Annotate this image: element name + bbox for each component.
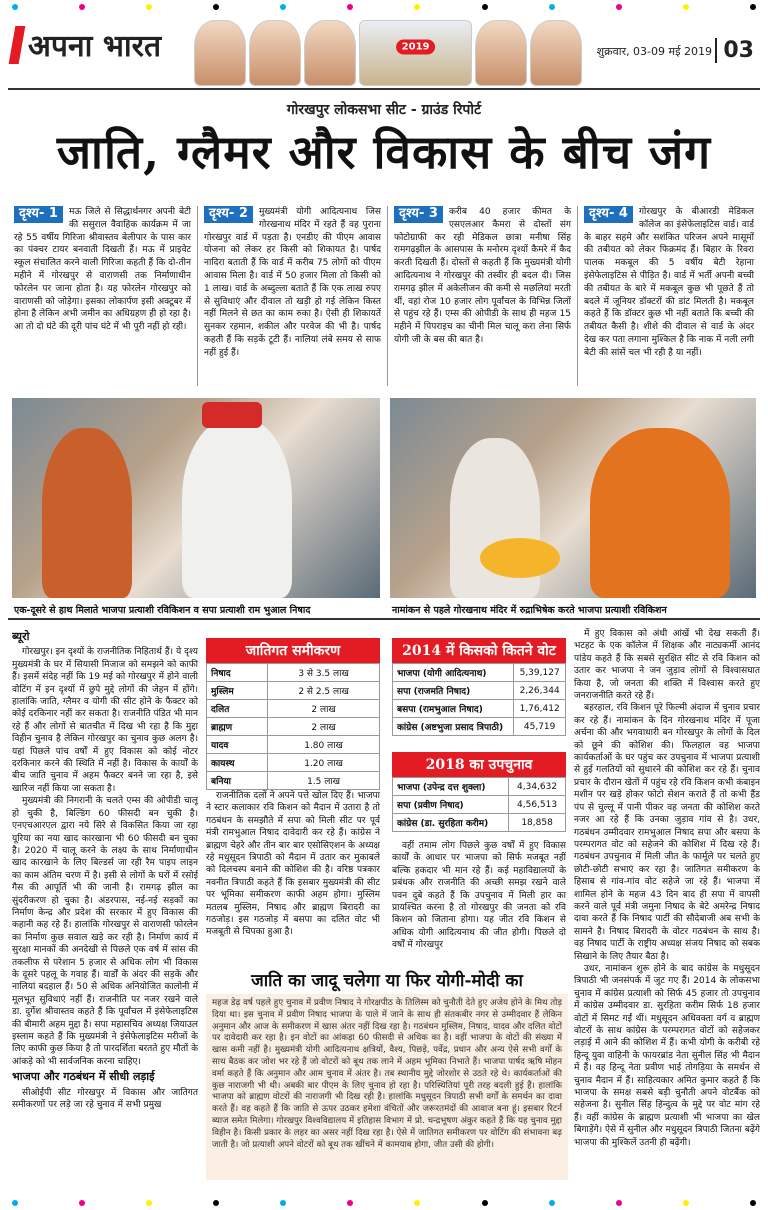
article-column-4 <box>574 628 760 1204</box>
votes-cell: 1,76,412 <box>514 700 566 718</box>
caste-magic-box <box>206 994 568 1180</box>
count-cell: 2 लाख <box>268 700 380 718</box>
parliament-photo <box>359 20 471 86</box>
scene-2 <box>198 206 388 386</box>
table-row <box>393 664 566 682</box>
caste-cell: ब्राह्मण <box>207 718 268 736</box>
table-row <box>207 664 380 682</box>
section-divider <box>8 618 760 620</box>
box-title: जातिगत समीकरण <box>206 638 380 663</box>
election-year-badge: 2019 <box>396 39 436 54</box>
box-text: महज डेढ़ वर्ष पहले हुए चुनाव में प्रवीण निषाद ने गोरक्षपीठ के तिलिस्म को चुनौती देते हुए अजेय होने के मिथ तोड़ दिया था। इस चुनाव में प्रवीण निषाद भाजपा के पाले में जाने के साथ ही संतकबीर नगर से उम्मीदवार हैं लेकिन अनुमान और आज के समीकरण में खास अंतर नहीं दिख रहा है। गठबंधन मुस्लिम, निषाद, यादव और दलित वोटों पर दावेदारी कर रहा है। इन वोटों का आंकड़ा 60 फीसदी से अधिक का है। वहीं भाजपा के वोटों की संख्या में खास कमी नहीं है। मुख्यमंत्री योगी आदित्यनाथ क्षत्रियों, वैश्य, पिछड़े, पर्वेद्र, प्रधान और अन्य ऐसे सभी वर्गों के साथ बैठक कर जोश भर रहे हैं जो वोटरों को बूथ तक लाने में अहम भूमिका निभाते हैं। भाजपा पार्षद ऋषि मोहन वर्मा कहते हैं कि अनुमान और आम चुनाव में अंतर है। तब स्थानीय मुद्दे जोरशोर से उठते रहे थे। कार्यकर्ताओं की कुछ नाराजगी भी थी। अबकी बार पीएम के लिए चुनाव हो रहा है। परिस्थितियां पूरी तरह बदली हुई हैं। हालांकि भाजपा को ब्राह्मण वोटरों की नाराजगी भी दिख रही है। हालांकि मधुसूदन त्रिपाठी सभी वर्गों के समर्थन का दावा करते हैं। वह कहते हैं कि जाति से ऊपर उठकर हमेशा वंचितों और जरूरतमंदों की आवाज बना हूं। इसबार रिटर्न ब्याज समेत मिलेगा। गोरखपुर विश्वविद्यालय में इतिहास विभाग में प्रो. चन्द्रभूषण अंकुर कहते हैं कि यह चुनाव मुद्दा विहीन है। किसी प्रकार के लहर का असर नहीं दिख रहा है। ऐसे में जातिगत समीकरण पर वोटिंग की संभावना बढ़ जाती है। जो प्रत्याशी अपने वोटरों को बूथ तक खींचने में कामयाब होगा, जीत उसी की होगी। <box>212 998 562 1150</box>
bypoll-2018-table <box>392 777 566 832</box>
caste-cell: बनिया <box>207 772 268 790</box>
scene-text: मऊ जिले से सिद्धार्थनगर अपनी बेटी की ससुराल वैवाहिक कार्यक्रम में जा रहे 55 वर्षीय गिरिजा श्रीवास्तव बेलीपार के पास कार का पंक्चर टायर बनवाती दिखती हैं। मऊ में प्राइवेट स्कूल संचालित करने वाली गिरिजा कहती हैं कि दो-तीन महीने में गोरखपुर से वाराणसी तक निर्माणाधीन फोरलेन पर जाना होता है। यह फोरलेन गोरखपुर को वाराणसी को जोड़ेगा। इसका लोकार्पण इसी अक्टूबर में होना है लेकिन अभी जमीन का अधिग्रहण ही हो रहा है। आ तो दो घंटे की दूरी पांच घंटे में भी पूरी नहीं हो रही। <box>14 207 191 333</box>
votes-2014-table <box>392 663 566 736</box>
leader-photo-3 <box>304 20 356 86</box>
registration-marks-top <box>0 4 768 12</box>
photo-caption-right: नामांकन से पहले गोरखनाथ मंदिर में रुद्राभिषेक करते भाजपा प्रत्याशी रविकिशन <box>392 605 667 616</box>
count-cell: 1.5 लाख <box>268 772 380 790</box>
photo-caption-left: एक-दूसरे से हाथ मिलाते भाजपा प्रत्याशी रविकिशन व सपा प्रत्याशी राम भुआल निषाद <box>14 605 311 616</box>
caste-cell: निषाद <box>207 664 268 682</box>
count-cell: 1.80 लाख <box>268 736 380 754</box>
photo-handshake <box>12 398 380 598</box>
caste-equation-box <box>206 638 380 790</box>
person-figure <box>42 428 132 598</box>
caste-cell: कायस्थ <box>207 754 268 772</box>
leader-photo-5 <box>530 20 582 86</box>
scene-text: करीब 40 हजार कीमत के एसएलआर कैमरा से दोस्तों संग फोटोग्राफी कर रही मेडिकल छात्रा मनीषा सिंह रामगढ़झील के आसपास के मनोरम दृश्यों कैमरे में कैद करती दिखती हैं। दोस्तों से कहती हैं कि मुख्यमंत्री योगी आदित्यनाथ ने गोरखपुर की तस्वीर ही बदल दी। जिस रामगढ़ झील में अकेलीजन की कमी से मछलियां मरती थीं, वहां रोज 10 हजार लोग पूर्वांचल के विभिन्न जिलों से पहुंच रहे हैं। एम्स की ओपीडी के साथ ही महज 15 महीने में पिपराइच का चीनी मिल चालू करा लेना सिर्फ योगी जी के बस की बात है। <box>394 207 571 345</box>
headline: जाति, ग्लैमर और विकास के बीच जंग <box>56 125 712 179</box>
table-row <box>207 772 380 790</box>
leader-photo-2 <box>249 20 301 86</box>
article-column-2 <box>206 790 380 958</box>
party-cell: बसपा (रामभुआल निषाद) <box>393 700 514 718</box>
dateline: शुक्रवार, 03-09 मई 2019 <box>596 45 712 58</box>
scene-text: मुख्यमंत्री योगी आदित्यनाथ जिस गोरखनाथ मंदिर में रहते हैं वह पुराना गोरखपुर वार्ड में पड़ता है। एनडीए की पीएम आवास योजना को लेकर हर किसी को शिकायत है। पार्षद नादिरा बताती हैं कि वार्ड में करीब 75 लोगों को पीएम आवास मिला है। वार्ड में 50 हजार मिला तो किसी को 1 लाख। वार्ड के अब्दुल्ला बताते हैं कि एक लाख रुपए से सुविधाएं और दीवाल तो खड़ी हो गई लेकिन किस्त नहीं मिलने से छत का काम रुका है। ऐसी ही शिकायतें सुनकर रहमान, शकील और परवेज की भी है। पार्षद कहती हैं कि सड़कें टूटी हैं। नालियां लंबे समय से साफ नहीं हुई हैं। <box>204 207 381 358</box>
scene-4 <box>578 206 760 386</box>
scene-tag: दृश्य- 3 <box>394 206 443 223</box>
paragraph: में हुए विकास को अंधी आंखें भी देख सकती हैं। भटहट के एक कॉलेज में शिक्षक और नाट्यकर्मी आनंद पांडेय कहते हैं कि सबसे सुरक्षित सीट से रवि किशन को उतार कर भाजपा ने जन जुड़ाव लोगों से विश्वासघात किया है, जो जनता की शक्ति में विश्वास करते हुए जनराजनीति करते रहे हैं। <box>574 629 760 702</box>
votes-cell: 45,719 <box>514 718 566 736</box>
votes-cell: 4,56,513 <box>509 796 566 814</box>
count-cell: 2 लाख <box>268 718 380 736</box>
paragraph: सीओईपी सीट गोरखपुर में विकास और जातिगत समीकरणों पर लड़े जा रहे चुनाव में सभी प्रमुख <box>12 1087 198 1111</box>
caste-table <box>206 663 380 790</box>
votes-cell: 2,26,344 <box>514 682 566 700</box>
table-row <box>393 718 566 736</box>
votes-2014-box <box>392 638 566 736</box>
bypoll-2018-box <box>392 752 566 832</box>
scene-1 <box>8 206 198 386</box>
party-cell: कांग्रेस (डा. सुरहिता करीम) <box>393 814 509 832</box>
box-title: 2018 का उपचुनाव <box>392 752 566 777</box>
person-figure <box>590 428 730 598</box>
table-row <box>393 814 566 832</box>
table-row <box>207 754 380 772</box>
table-row <box>207 736 380 754</box>
newspaper-logo <box>12 24 161 65</box>
votes-cell: 18,858 <box>509 814 566 832</box>
paragraph: वहीं तमाम लोग पिछले कुछ वर्षों में हुए विकास कार्यों के आधार पर भाजपा को सिर्फ मजबूत नहीं बल्कि हकदार भी मान रहे हैं। कई महाविद्यालयों के प्रबंधक और राजनीति की अच्छी समझ रखने वाले पवन दुबे कहते हैं कि उपचुनाव में मिली हार का प्रायश्चित करना है तो गोरखपुर की जनता को रवि किशन को जिताना होगा। यह जीत रवि किशन से अधिक योगी आदित्यनाथ की जीत होगी। पिछले दो वर्षों में गोरखपुर <box>392 841 566 951</box>
scene-tag: दृश्य- 1 <box>14 206 63 223</box>
leader-photo-4 <box>475 20 527 86</box>
article-column-1 <box>12 628 198 1204</box>
subheading: भाजपा और गठबंधन में सीधी लड़ाई <box>12 1070 155 1084</box>
votes-cell: 4,34,632 <box>509 778 566 796</box>
box-title: 2014 में किसको कितने वोट <box>392 638 566 663</box>
table-row <box>207 700 380 718</box>
count-cell: 3 से 3.5 लाख <box>268 664 380 682</box>
count-cell: 2 से 2.5 लाख <box>268 682 380 700</box>
box-heading: जाति का जादू चलेगा या फिर योगी-मोदी का <box>251 971 523 991</box>
registration-marks-bottom <box>0 1200 768 1208</box>
photo-temple-ritual <box>390 398 756 598</box>
paragraph: मुख्यमंत्री की निगरानी के चलते एम्स की ओपीडी चालू हो चुकी है, बिल्डिंग 60 फीसदी बन चुकी है। एनएचआरएल द्वारा नये सिरे से विकसित किया जा रहा यूरिया का नया खाद कारखाना भी 60 फीसदी बन चुका है। 2020 में चालू करने के लक्ष्य के साथ निर्माणाधीन खाद कारखाने के लिए बिल्डर्स जा रही रैम पाइप लाइन का काम अंतिम चरण में है। इसी से लोगों के घरों में रसोई गैस की आपूर्ति भी की जानी है। रामगढ़ झील का सुंदरीकरण हो चुका है। अंडरपास, नई-नई सड़कों का निर्माण केन्द्र और प्रदेश की सरकार में हुए विकास की कहानी कह रहे हैं। हालांकि गोरखपुर से वाराणसी फोरलेन का निर्माण कुछ सवाल खड़े कर रही है। निर्माण कार्य में सुरक्षा मानकों की अनदेखी से पिछले एक वर्ष में सांस की तकलीफ से परेशान 5 हजार से अधिक लोग भी विकास के दूसरे पहलू के गवाह हैं। वार्डों के अंदर की सड़कें और नालियां बदहाल हैं। 50 से अधिक अनियोजित कालोनी में मूलभूत सुविधाएं नहीं हैं। राजनीति पर नजर रखने वाले डा. दुर्गेश श्रीवास्तव कहते हैं कि पूर्वांचल में इंसेफेलाइटिस की बीमारी अहम मुद्दा है। सपा महासचिव अध्यक्ष जियाउल इस्लाम कहते हैं कि मुख्यमंत्री ने इंसेफेलाइटिस मरीजों के लिए काफी कुछ किया है तो पारदर्शिता बरतते हुए मौतों के आंकड़े को भी सार्वजनिक करना चाहिए। <box>12 796 198 1067</box>
scene-3 <box>388 206 578 386</box>
table-row <box>393 700 566 718</box>
votes-cell: 5,39,127 <box>514 664 566 682</box>
masthead <box>8 18 760 90</box>
table-row <box>393 778 566 796</box>
scene-text: गोरखपुर के बीआरडी मेडिकल कॉलेज का इंसेफेलाइटिस वार्ड। वार्ड के बाहर सहमे और सशंकित परिजन अपने मासूमों की तबीयत को लेकर फिक्रमंद हैं। बिहार के रिवरा पालक मकबूल की 5 वर्षीय बेटी रेहाना इंसेफेलाइटिस से पीड़ित है। वार्ड में भर्ती अपनी बच्ची की तबीयत के बारे में मकबूल कुछ भी पूछते हैं तो बदले में जूनियर डॉक्टरों की डांट मिलती है। मकबूल कहते हैं कि डॉक्टर कुछ भी नहीं बताते कि बच्ची की तबीयत कैसी है। शीशे की दीवाल से वार्ड के अंदर देख कर पता लगाना मुश्किल है कि नाक में नली लगी बेटी की सांसें चल भी रही है या नहीं। <box>584 207 755 358</box>
byline: ब्यूरो <box>12 630 30 643</box>
flower-offering-icon <box>480 538 560 578</box>
logo-bar-icon <box>9 26 26 64</box>
red-cap-icon <box>202 402 262 428</box>
page-number: 03 <box>715 38 754 63</box>
table-row <box>393 796 566 814</box>
party-cell: भाजपा (उपेन्द्र दत्त शुक्ला) <box>393 778 509 796</box>
table-row <box>393 682 566 700</box>
party-cell: भाजपा (योगी आदित्यनाथ) <box>393 664 514 682</box>
caste-cell: मुस्लिम <box>207 682 268 700</box>
person-figure <box>182 418 292 598</box>
paragraph: राजनीतिक दलों ने अपने पत्ते खोल दिए हैं। भाजपा ने स्टार कलाकार रवि किशन को मैदान में उतारा है तो गठबंधन के समझौते में सपा को मिली सीट पर पूर्व मंत्री रामभुआल निषाद दावेदारी कर रहे हैं। कांग्रेस ने ब्राह्मण चेहरे और तीन बार बार एसोसिएशन के अध्यक्ष रहे मधुसूदन त्रिपाठी को मैदान में उतार कर मुकाबले को दिलचस्प बनाने की कोशिश की है। वरिष्ठ पत्रकार नवनीत त्रिपाठी कहते हैं कि इसबार मुख्यमंत्री की सीट पर भूमिका समीकरण काफी अहम होगा। मुस्लिम मतलब मुस्लिम, निषाद और ब्राह्मण बिरादरी का गठजोड़। इस गठजोड़ में बसपा का दलित वोट भी मजबूती से चिपका हुआ है। <box>206 791 380 938</box>
paragraph: गोरखपुर। इन दृश्यों के राजनीतिक निहितार्थ हैं। ये दृश्य मुख्यमंत्री के घर में सियासी मिजाज को समझने को काफी हैं। इसमें संदेह नहीं कि 19 मई को गोरखपुर में होने वाली वोटिंग में इन दृश्यों में छुपे मुद्दे लोगों की जेहन में होंगे। हालांकि जाति, ग्लैमर व योगी की सीट होने के फैक्टर को कोई दरकिनार नहीं कर सकता है। राजनीति पंडित भी मान रहे हैं और लोगों से बातचीत में दिख भी रहा है कि मुद्दा विहीन चुनाव है लेकिन गोरखपुर का चुनाव कुछ अलग है। यहां पिछले पांच वर्षों में हुए विकास को कोई नोटर दरकिनार करने की स्थिति में नहीं है। विकास के कार्यों के बीच जाति चुनाव में अहम फैक्टर बनने जा रहा है, इसे खारिज नहीं किया जा सकता है। <box>12 647 198 794</box>
count-cell: 1.20 लाख <box>268 754 380 772</box>
caste-cell: यादव <box>207 736 268 754</box>
logo-text: अपना भारत <box>28 29 162 64</box>
table-row <box>207 682 380 700</box>
leader-photos-strip <box>194 20 582 86</box>
table-row <box>207 718 380 736</box>
leader-photo-1 <box>194 20 246 86</box>
article-column-3 <box>392 840 566 960</box>
caste-cell: दलित <box>207 700 268 718</box>
kicker: गोरखपुर लोकसभा सीट - ग्राउंड रिपोर्ट <box>286 102 482 118</box>
party-cell: सपा (प्रवीण निषाद) <box>393 796 509 814</box>
paragraph: बहरहाल, रवि किशन पूरे फिल्मी अंदाज में चुनाव प्रचार कर रहे हैं। नामांकन के दिन गोरखनाथ मंदिर में पूजा अर्चना की और भगवाधारी बन गोरखपुर के लोगों के दिल को छूने की कोशिश की। फिलहाल वह भाजपा कार्यकर्ताओं के घर पहुंच कर उपचुनाव में भाजपा प्रत्याशी से हुई गलतियों को सुधारने की कोशिश कर रहे हैं। चुनाव प्रचार के दौरान खेतों में पहुंच रहे रवि किशन कभी कंबाइन मशीन पर खड़े होकर फोटो सेशन कराते हैं तो कभी हैंड पंप से चुल्लू में पानी पीकर वह जनता की कोशिश करते नजर आ रहे हैं कि उनका जुड़ाव गांव से है। उधर, गठबंधन उम्मीदवार रामभुआल निषाद सपा और बसपा के परम्परागत वोट को सहेजने की कोशिश में दिख रहे हैं। गठबंधन उपचुनाव में मिली जीत के फार्मूले पर चलते हुए छोटी-छोटी सभाएं कर रहा है। जातिगत समीकरण के हिसाब से गांव-गांव वोट सहेजे जा रहे हैं। भाजपा में शामिल होने के महज 43 दिन बाद ही सपा में वापसी करने वाले पूर्व मंत्री जमुना निषाद के बेटे अमरेन्द्र निषाद दावा करते हैं कि निषाद पार्टी की सौदेबाजी अब सभी के सामने है। निषाद बिरादरी के वोटर गठबंधन के साथ है। वह निषाद पार्टी के राष्ट्रीय अध्यक्ष संजय निषाद को सबक सिखाने के लिए तैयार बैठा है। <box>574 703 760 962</box>
scene-tag: दृश्य- 4 <box>584 206 633 223</box>
scene-tag: दृश्य- 2 <box>204 206 253 223</box>
party-cell: सपा (राजमति निषाद) <box>393 682 514 700</box>
party-cell: कांग्रेस (अष्टभुजा प्रसाद त्रिपाठी) <box>393 718 514 736</box>
paragraph: उधर, नामांकन शुरू होने के बाद कांग्रेस के मधुसूदन त्रिपाठी भी जनसंपर्क में जुट गए हैं। 2014 के लोकसभा चुनाव में कांग्रेस प्रत्याशी को सिर्फ 45 हजार तो उपचुनाव में कांग्रेस उम्मीदवार डा. सुरहिता करीम सिर्फ 18 हजार वोटों में सिमट गईं थीं। मधुसूदन अधिवक्ता वर्ग व ब्राह्मण वोटरों के साथ कांग्रेस के परम्परागत वोटों को सहेजकर लड़ाई में आने की कोशिश में हैं। कभी योगी के करीबी रहे हिन्दू युवा वाहिनी के फायरब्रांड नेता सुनील सिंह भी मैदान में हैं। वह हिन्दू नेता प्रवीण भाई तोगड़िया के समर्थन से चुनाव मैदान में हैं। साहित्यकार अमित कुमार कहते हैं कि भाजपा के समक्ष सबसे बड़ी चुनौती अपने वोटबैंक को सहेजना है। सुनील सिंह हिन्दुत्व के मुद्दे पर वोट मांग रहे हैं। वहीं कांग्रेस के ब्राह्मण प्रत्याशी भी भाजपा का खेल बिगाड़ेंगे। ऐसे में सुनील और मधुसूदन त्रिपाठी जितना बढ़ेंगे भाजपा की मुश्किलें उतनी ही बढ़ेंगी। <box>574 963 760 1148</box>
